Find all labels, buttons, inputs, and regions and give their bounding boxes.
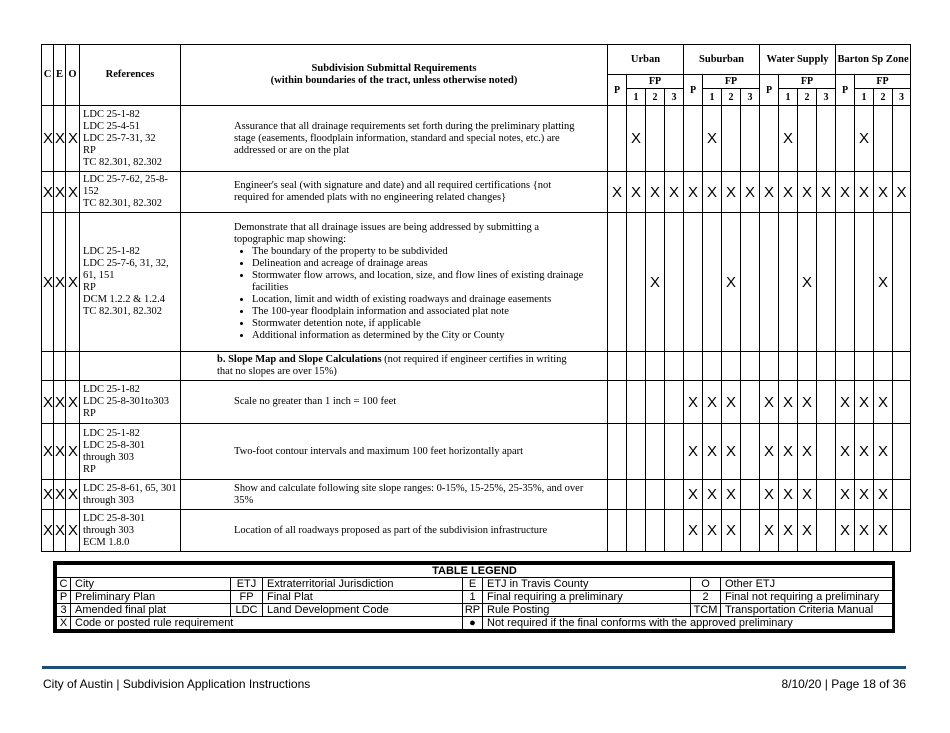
empty-cell bbox=[665, 352, 684, 381]
references-cell bbox=[80, 106, 181, 172]
reference-line: LDC 25-8-301to303 bbox=[83, 396, 170, 407]
applicability-mark bbox=[741, 424, 760, 480]
reference-line: LDC 25-4-51 bbox=[83, 120, 140, 132]
empty-cell bbox=[855, 352, 874, 381]
col-c: C bbox=[42, 45, 54, 106]
reference-line: TC 82.301, 82.302 bbox=[83, 306, 163, 317]
applicability-mark bbox=[722, 106, 741, 172]
applicability-mark: X bbox=[684, 381, 703, 424]
applicability-mark: X bbox=[722, 424, 741, 480]
table-row bbox=[42, 106, 911, 172]
references-cell bbox=[80, 213, 181, 352]
applicability-mark: X bbox=[646, 213, 665, 352]
requirements-title: Subdivision Submittal Requirements bbox=[311, 63, 477, 74]
legend-code: E bbox=[463, 578, 483, 591]
requirement-cell bbox=[181, 213, 608, 352]
footer-divider bbox=[42, 666, 906, 669]
applicability-mark: X bbox=[779, 381, 798, 424]
applicability-mark bbox=[760, 106, 779, 172]
reference-line: LDC 25-8-301 bbox=[83, 512, 146, 524]
applicability-mark bbox=[817, 480, 836, 510]
applicability-mark bbox=[703, 213, 722, 352]
applicability-mark bbox=[874, 106, 893, 172]
applicability-mark bbox=[684, 213, 703, 352]
applicability-mark bbox=[684, 106, 703, 172]
empty-cell bbox=[627, 352, 646, 381]
applicability-mark: X bbox=[836, 381, 855, 424]
ceo-mark: X bbox=[66, 213, 80, 352]
applicability-mark bbox=[741, 213, 760, 352]
reference-line: ECM 1.8.0 bbox=[83, 536, 130, 548]
ceo-mark: X bbox=[66, 106, 80, 172]
applicability-mark: X bbox=[684, 480, 703, 510]
legend-code: 1 bbox=[463, 591, 483, 604]
applicability-mark: X bbox=[798, 510, 817, 552]
legend-code: FP bbox=[231, 591, 263, 604]
applicability-mark: X bbox=[760, 172, 779, 213]
applicability-mark: X bbox=[855, 424, 874, 480]
legend-meaning: Transportation Criteria Manual bbox=[721, 604, 893, 617]
col-p: P bbox=[836, 75, 855, 106]
applicability-mark: X bbox=[684, 510, 703, 552]
table-row bbox=[42, 424, 911, 480]
ceo-mark: X bbox=[42, 213, 54, 352]
ceo-mark: X bbox=[42, 106, 54, 172]
references-cell bbox=[80, 480, 181, 510]
empty-cell bbox=[893, 352, 911, 381]
applicability-mark bbox=[665, 213, 684, 352]
requirement-cell bbox=[181, 480, 608, 510]
reference-line: LDC 25-1-82 bbox=[83, 108, 140, 120]
legend-code: ETJ bbox=[231, 578, 263, 591]
applicability-mark bbox=[817, 213, 836, 352]
empty-cell bbox=[817, 352, 836, 381]
applicability-mark bbox=[665, 381, 684, 424]
applicability-mark: X bbox=[779, 510, 798, 552]
applicability-mark: X bbox=[703, 172, 722, 213]
legend-code: RP bbox=[463, 604, 483, 617]
bullet-icon: ● bbox=[463, 617, 483, 630]
legend-code: TCM bbox=[691, 604, 721, 617]
bullet-item: • The 100-year floodplain information and associated plat note bbox=[252, 306, 585, 318]
applicability-mark: X bbox=[722, 213, 741, 352]
applicability-mark: X bbox=[760, 510, 779, 552]
ceo-mark: X bbox=[42, 510, 54, 552]
applicability-mark: X bbox=[874, 381, 893, 424]
group-suburban: Suburban bbox=[684, 45, 760, 75]
applicability-mark bbox=[893, 510, 911, 552]
requirement-cell bbox=[181, 510, 608, 552]
col-requirements bbox=[181, 45, 608, 106]
applicability-mark bbox=[893, 424, 911, 480]
applicability-mark: X bbox=[874, 172, 893, 213]
reference-line: LDC 25-7-6, 31, 32, 61, 151 bbox=[83, 258, 169, 281]
applicability-mark bbox=[608, 381, 627, 424]
applicability-mark: X bbox=[855, 510, 874, 552]
col-fp: FP bbox=[627, 75, 684, 89]
ceo-mark: X bbox=[42, 480, 54, 510]
applicability-mark bbox=[646, 510, 665, 552]
col-fp-2: 2 bbox=[874, 89, 893, 106]
applicability-mark: X bbox=[855, 106, 874, 172]
col-e: E bbox=[54, 45, 66, 106]
ceo-mark: X bbox=[66, 424, 80, 480]
table-row bbox=[42, 172, 911, 213]
applicability-mark bbox=[665, 424, 684, 480]
group-water-supply: Water Supply bbox=[760, 45, 836, 75]
requirement-cell bbox=[181, 381, 608, 424]
section-title: b. Slope Map and Slope Calculations bbox=[217, 354, 382, 365]
ceo-mark: X bbox=[66, 480, 80, 510]
applicability-mark: X bbox=[798, 424, 817, 480]
col-p: P bbox=[684, 75, 703, 106]
ceo-mark: X bbox=[54, 213, 66, 352]
requirement-text: Assurance that all drainage requirements set forth during the preliminary platting stage (easements, floodplain information, standard and special notes, etc.) are addressed or are on the plat bbox=[234, 120, 575, 156]
reference-line: through 303 bbox=[83, 451, 135, 463]
applicability-mark: X bbox=[855, 172, 874, 213]
ceo-mark: X bbox=[42, 381, 54, 424]
reference-line: LDC 25-7-31, 32 bbox=[83, 132, 156, 144]
applicability-mark bbox=[608, 510, 627, 552]
applicability-mark bbox=[798, 106, 817, 172]
applicability-mark bbox=[893, 381, 911, 424]
applicability-mark: X bbox=[703, 424, 722, 480]
requirements-subtitle: (within boundaries of the tract, unless otherwise noted) bbox=[270, 75, 518, 86]
empty-cell bbox=[54, 352, 66, 381]
col-references: References bbox=[80, 45, 181, 106]
applicability-mark bbox=[627, 381, 646, 424]
col-fp: FP bbox=[779, 75, 836, 89]
applicability-mark bbox=[760, 213, 779, 352]
applicability-mark bbox=[855, 213, 874, 352]
applicability-mark: X bbox=[760, 424, 779, 480]
applicability-mark: X bbox=[703, 510, 722, 552]
legend-meaning: Amended final plat bbox=[71, 604, 231, 617]
col-fp-3: 3 bbox=[741, 89, 760, 106]
reference-line: LDC 25-8-301 bbox=[83, 439, 146, 451]
reference-line: through 303 bbox=[83, 524, 135, 536]
reference-line: RP bbox=[83, 144, 96, 156]
applicability-mark bbox=[627, 424, 646, 480]
legend-row bbox=[57, 578, 893, 591]
submittal-requirements-table bbox=[41, 44, 911, 552]
empty-cell bbox=[646, 352, 665, 381]
legend-meaning: Extraterritorial Jurisdiction bbox=[263, 578, 463, 591]
applicability-mark: X bbox=[779, 106, 798, 172]
applicability-mark bbox=[665, 106, 684, 172]
requirement-text: Scale no greater than 1 inch = 100 feet bbox=[234, 396, 397, 407]
applicability-mark: X bbox=[703, 106, 722, 172]
reference-line: RP bbox=[83, 463, 96, 475]
applicability-mark bbox=[608, 424, 627, 480]
applicability-mark: X bbox=[798, 381, 817, 424]
legend-code: 3 bbox=[57, 604, 71, 617]
group-barton-springs: Barton Sp Zone bbox=[836, 45, 911, 75]
applicability-mark: X bbox=[798, 213, 817, 352]
applicability-mark: X bbox=[817, 172, 836, 213]
applicability-mark: X bbox=[836, 172, 855, 213]
legend-row bbox=[57, 617, 893, 630]
applicability-mark bbox=[608, 106, 627, 172]
reference-line: RP bbox=[83, 282, 96, 293]
applicability-mark: X bbox=[874, 424, 893, 480]
legend-title: TABLE LEGEND bbox=[57, 565, 893, 578]
legend-meaning: Code or posted rule requirement bbox=[71, 617, 463, 630]
col-fp-2: 2 bbox=[722, 89, 741, 106]
applicability-mark: X bbox=[798, 172, 817, 213]
applicability-mark: X bbox=[760, 381, 779, 424]
ceo-mark: X bbox=[42, 172, 54, 213]
legend-row bbox=[57, 591, 893, 604]
col-p: P bbox=[608, 75, 627, 106]
col-fp: FP bbox=[855, 75, 911, 89]
footer-page-info: 8/10/20 | Page 18 of 36 bbox=[781, 677, 906, 691]
requirement-text: Two-foot contour intervals and maximum 100 feet horizontally apart bbox=[234, 445, 524, 457]
legend-meaning: Final not requiring a preliminary bbox=[721, 591, 893, 604]
table-row bbox=[42, 352, 911, 381]
ceo-mark: X bbox=[54, 510, 66, 552]
legend-row bbox=[57, 604, 893, 617]
applicability-mark: X bbox=[646, 172, 665, 213]
applicability-mark bbox=[741, 510, 760, 552]
applicability-mark: X bbox=[722, 172, 741, 213]
legend-meaning: Other ETJ bbox=[721, 578, 893, 591]
ceo-mark: X bbox=[54, 106, 66, 172]
applicability-mark bbox=[608, 213, 627, 352]
applicability-mark: X bbox=[836, 480, 855, 510]
applicability-mark bbox=[665, 510, 684, 552]
empty-cell bbox=[722, 352, 741, 381]
col-p: P bbox=[760, 75, 779, 106]
applicability-mark bbox=[893, 480, 911, 510]
legend-meaning: Not required if the final conforms with the approved preliminary bbox=[483, 617, 893, 630]
col-fp-1: 1 bbox=[779, 89, 798, 106]
legend-meaning: Rule Posting bbox=[483, 604, 691, 617]
applicability-mark: X bbox=[741, 172, 760, 213]
legend-code: X bbox=[57, 617, 71, 630]
col-fp-3: 3 bbox=[817, 89, 836, 106]
section-heading bbox=[181, 352, 608, 381]
requirement-bullets bbox=[234, 246, 585, 342]
bullet-item: • Additional information as determined by the City or County bbox=[252, 330, 585, 342]
applicability-mark: X bbox=[722, 480, 741, 510]
table-row bbox=[42, 510, 911, 552]
group-urban: Urban bbox=[608, 45, 684, 75]
col-fp: FP bbox=[703, 75, 760, 89]
applicability-mark: X bbox=[608, 172, 627, 213]
applicability-mark bbox=[741, 480, 760, 510]
reference-line: TC 82.301, 82.302 bbox=[83, 198, 163, 209]
bullet-item: • Location, limit and width of existing roadways and drainage easements bbox=[252, 294, 585, 306]
ceo-mark: X bbox=[54, 381, 66, 424]
applicability-mark: X bbox=[665, 172, 684, 213]
applicability-mark bbox=[741, 106, 760, 172]
reference-line: LDC 25-1-82 bbox=[83, 384, 140, 395]
reference-line: TC 82.301, 82.302 bbox=[83, 156, 163, 168]
col-fp-2: 2 bbox=[646, 89, 665, 106]
applicability-mark: X bbox=[893, 172, 911, 213]
requirement-text: Engineer's seal (with signature and date) and all required certifications {not required for amended plats with no engineering related changes} bbox=[234, 180, 552, 203]
applicability-mark: X bbox=[779, 480, 798, 510]
legend-code: O bbox=[691, 578, 721, 591]
ceo-mark: X bbox=[54, 172, 66, 213]
applicability-mark: X bbox=[627, 172, 646, 213]
applicability-mark bbox=[627, 213, 646, 352]
legend-meaning: Preliminary Plan bbox=[71, 591, 231, 604]
reference-line: LDC 25-1-82 bbox=[83, 246, 140, 257]
applicability-mark bbox=[817, 381, 836, 424]
reference-line: LDC 25-7-62, 25-8-152 bbox=[83, 174, 168, 197]
legend-code: C bbox=[57, 578, 71, 591]
ceo-mark: X bbox=[66, 381, 80, 424]
col-fp-1: 1 bbox=[855, 89, 874, 106]
applicability-mark: X bbox=[855, 381, 874, 424]
section-note: (not required if engineer certifies in writing that no slopes are over 15%) bbox=[217, 354, 567, 377]
table-legend bbox=[53, 561, 895, 633]
empty-cell bbox=[684, 352, 703, 381]
applicability-mark bbox=[646, 106, 665, 172]
col-fp-2: 2 bbox=[798, 89, 817, 106]
col-o: O bbox=[66, 45, 80, 106]
ceo-mark: X bbox=[42, 424, 54, 480]
empty-cell bbox=[836, 352, 855, 381]
applicability-mark bbox=[817, 510, 836, 552]
applicability-mark bbox=[608, 480, 627, 510]
reference-line: through 303 bbox=[83, 494, 135, 506]
applicability-mark bbox=[627, 480, 646, 510]
legend-meaning: City bbox=[71, 578, 231, 591]
applicability-mark bbox=[893, 106, 911, 172]
col-fp-3: 3 bbox=[893, 89, 911, 106]
applicability-mark: X bbox=[703, 480, 722, 510]
applicability-mark: X bbox=[722, 381, 741, 424]
ceo-mark: X bbox=[66, 172, 80, 213]
col-fp-3: 3 bbox=[665, 89, 684, 106]
requirement-text: Demonstrate that all drainage issues are being addressed by submitting a topographic map showing: bbox=[234, 222, 539, 245]
empty-cell bbox=[80, 352, 181, 381]
applicability-mark bbox=[836, 213, 855, 352]
applicability-mark: X bbox=[855, 480, 874, 510]
table-row bbox=[42, 213, 911, 352]
col-fp-1: 1 bbox=[627, 89, 646, 106]
empty-cell bbox=[874, 352, 893, 381]
applicability-mark: X bbox=[627, 106, 646, 172]
applicability-mark: X bbox=[684, 172, 703, 213]
requirement-cell bbox=[181, 172, 608, 213]
applicability-mark: X bbox=[836, 424, 855, 480]
applicability-mark bbox=[817, 424, 836, 480]
footer-document-title: City of Austin | Subdivision Application Instructions bbox=[43, 677, 311, 691]
legend-code: P bbox=[57, 591, 71, 604]
applicability-mark bbox=[627, 510, 646, 552]
applicability-mark: X bbox=[874, 510, 893, 552]
applicability-mark bbox=[779, 213, 798, 352]
references-cell bbox=[80, 381, 181, 424]
requirement-cell bbox=[181, 424, 608, 480]
applicability-mark bbox=[741, 381, 760, 424]
empty-cell bbox=[703, 352, 722, 381]
applicability-mark: X bbox=[874, 213, 893, 352]
applicability-mark: X bbox=[798, 480, 817, 510]
applicability-mark: X bbox=[684, 424, 703, 480]
reference-line: LDC 25-8-61, 65, 301 bbox=[83, 482, 177, 494]
ceo-mark: X bbox=[54, 480, 66, 510]
empty-cell bbox=[798, 352, 817, 381]
references-cell bbox=[80, 510, 181, 552]
references-cell bbox=[80, 424, 181, 480]
applicability-mark: X bbox=[760, 480, 779, 510]
legend-code: 2 bbox=[691, 591, 721, 604]
requirement-text: Show and calculate following site slope ranges: 0-15%, 15-25%, 25-35%, and over 35% bbox=[234, 482, 584, 506]
legend-code: LDC bbox=[231, 604, 263, 617]
applicability-mark bbox=[893, 213, 911, 352]
applicability-mark: X bbox=[703, 381, 722, 424]
table-row bbox=[42, 480, 911, 510]
empty-cell bbox=[66, 352, 80, 381]
applicability-mark: X bbox=[779, 172, 798, 213]
applicability-mark: X bbox=[874, 480, 893, 510]
reference-line: LDC 25-1-82 bbox=[83, 427, 140, 439]
legend-meaning: Final requiring a preliminary bbox=[483, 591, 691, 604]
applicability-mark bbox=[817, 106, 836, 172]
col-fp-1: 1 bbox=[703, 89, 722, 106]
applicability-mark bbox=[646, 480, 665, 510]
requirement-text: Location of all roadways proposed as part of the subdivision infrastructure bbox=[234, 524, 548, 536]
applicability-mark: X bbox=[836, 510, 855, 552]
ceo-mark: X bbox=[66, 510, 80, 552]
ceo-mark: X bbox=[54, 424, 66, 480]
empty-cell bbox=[608, 352, 627, 381]
bullet-item: • Stormwater detention note, if applicable bbox=[252, 318, 585, 330]
reference-line: DCM 1.2.2 & 1.2.4 bbox=[83, 294, 165, 305]
applicability-mark bbox=[646, 381, 665, 424]
applicability-mark: X bbox=[722, 510, 741, 552]
table-row bbox=[42, 381, 911, 424]
reference-line: RP bbox=[83, 408, 96, 419]
empty-cell bbox=[779, 352, 798, 381]
applicability-mark bbox=[646, 424, 665, 480]
applicability-mark bbox=[665, 480, 684, 510]
bullet-item: • Delineation and acreage of drainage areas bbox=[252, 258, 585, 270]
empty-cell bbox=[760, 352, 779, 381]
applicability-mark: X bbox=[779, 424, 798, 480]
legend-meaning: Final Plat bbox=[263, 591, 463, 604]
requirement-cell bbox=[181, 106, 608, 172]
empty-cell bbox=[741, 352, 760, 381]
applicability-mark bbox=[836, 106, 855, 172]
bullet-item: • Stormwater flow arrows, and location, size, and flow lines of existing drainage facilities bbox=[252, 270, 585, 294]
empty-cell bbox=[42, 352, 54, 381]
references-cell bbox=[80, 172, 181, 213]
legend-meaning: ETJ in Travis County bbox=[483, 578, 691, 591]
bullet-item: • The boundary of the property to be subdivided bbox=[252, 246, 585, 258]
legend-meaning: Land Development Code bbox=[263, 604, 463, 617]
